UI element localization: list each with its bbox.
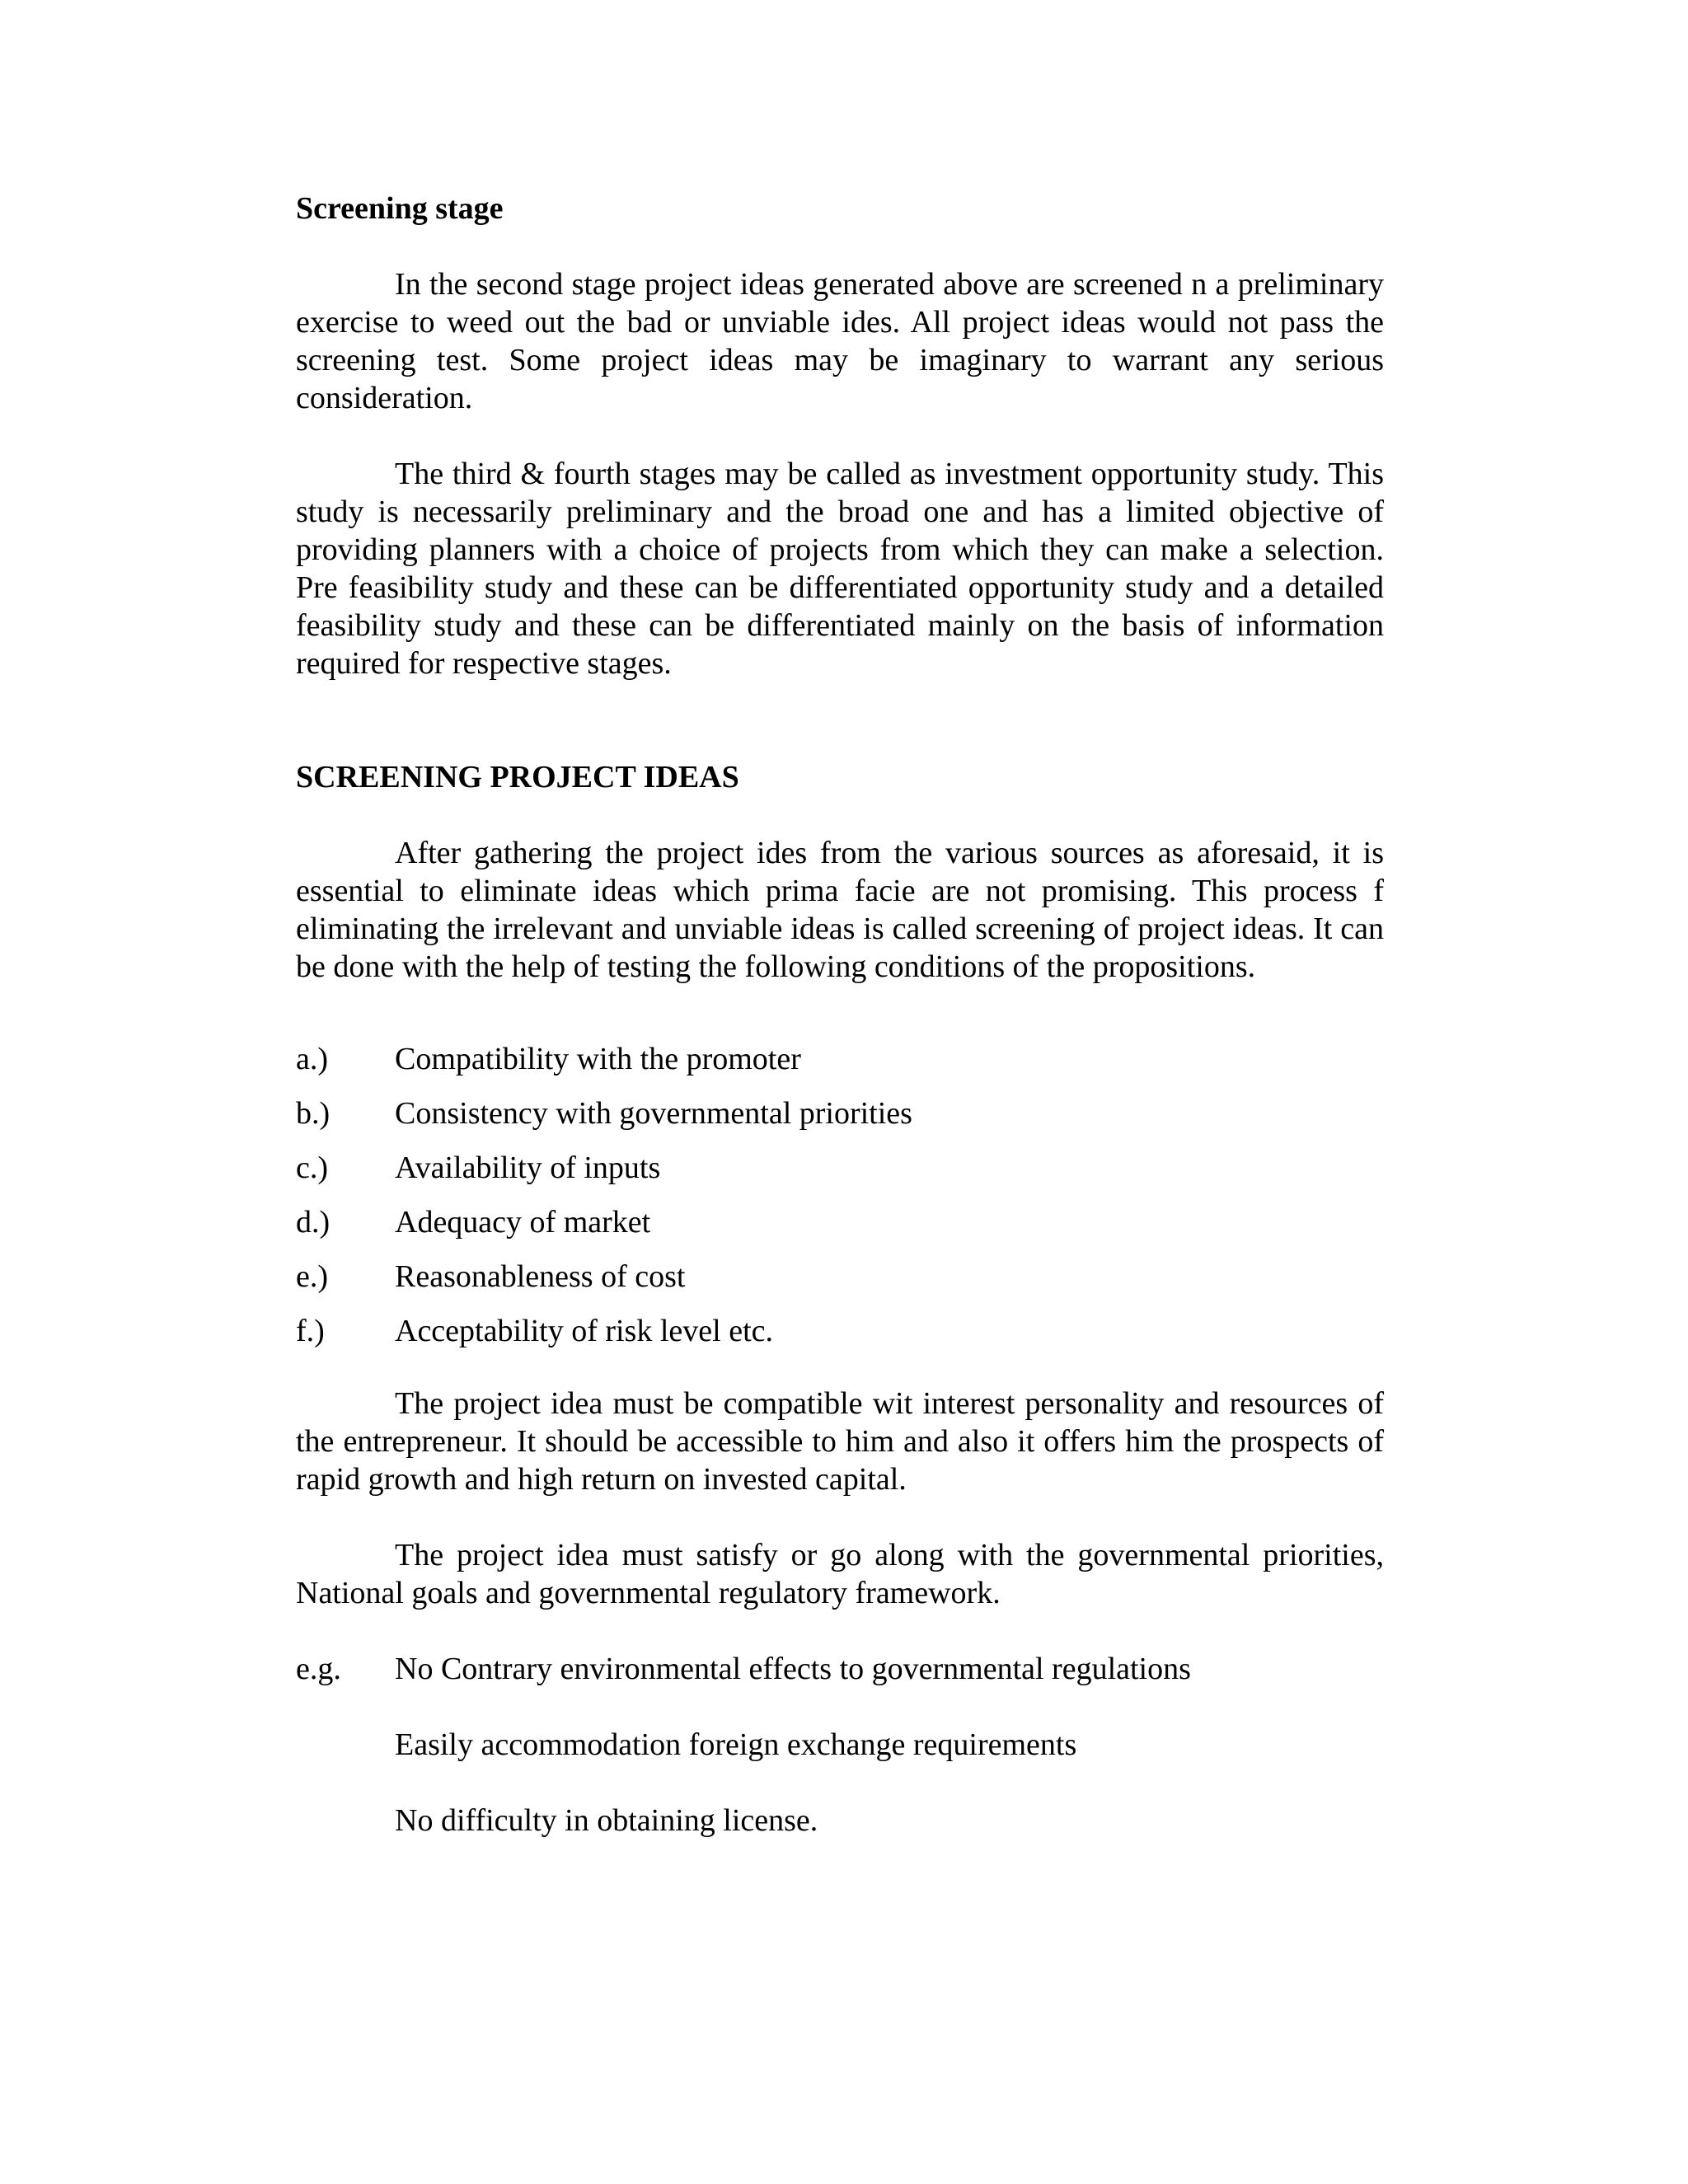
paragraph-second-stage: In the second stage project ideas generated above are screened n a preliminary exercise to weed out the bad or unviable ides. All project ideas would not pass the screening test. Some project ideas may be imaginary to warrant any serious consideration. — [296, 267, 1384, 415]
paragraph-governmental-priorities: The project idea must satisfy or go along with the governmental priorities, National goals and governmental regulatory framework. — [296, 1538, 1384, 1610]
list-marker: f.) — [296, 1314, 325, 1348]
list-item-text: Adequacy of market — [395, 1205, 651, 1240]
list-marker: b.) — [296, 1096, 331, 1131]
list-item-text: Consistency with governmental priorities — [395, 1096, 912, 1131]
spacer — [296, 796, 1384, 834]
list-item — [296, 1149, 1384, 1203]
list-marker: a.) — [296, 1042, 329, 1076]
list-marker: e.) — [296, 1259, 329, 1294]
section-heading-screening-project-ideas: SCREENING PROJECT IDEAS — [296, 760, 739, 794]
spacer — [296, 1612, 1384, 1650]
spacer — [296, 227, 1384, 265]
spacer — [296, 1366, 1384, 1385]
example-row — [296, 1650, 1384, 1688]
list-item-text: Compatibility with the promoter — [395, 1042, 801, 1076]
list-item — [296, 1203, 1384, 1258]
example-line: No Contrary environmental effects to governmental regulations — [395, 1652, 1191, 1686]
list-marker: d.) — [296, 1205, 331, 1240]
example-line: No difficulty in obtaining license. — [395, 1803, 818, 1838]
list-item — [296, 1312, 1384, 1366]
section-heading-screening-stage: Screening stage — [296, 191, 504, 226]
spacer — [296, 417, 1384, 455]
list-item — [296, 1040, 1384, 1094]
paragraph-screening-intro: After gathering the project ides from the various sources as aforesaid, it is essential to eliminate ideas which prima facie are not promising. This process f eliminating the irrelevant and unviable ideas is called screening of project ideas. It can be done with the help of testing the following conditions of the propositions. — [296, 836, 1384, 984]
list-item — [296, 1094, 1384, 1149]
spacer — [296, 1764, 1384, 1802]
list-item-text: Reasonableness of cost — [395, 1259, 686, 1294]
example-line: Easily accommodation foreign exchange requirements — [395, 1727, 1077, 1762]
spacer — [296, 682, 1384, 758]
list-item-text: Acceptability of risk level etc. — [395, 1314, 773, 1348]
spacer — [296, 1688, 1384, 1726]
example-marker: e.g. — [296, 1652, 341, 1686]
list-item — [296, 1258, 1384, 1312]
conditions-list — [296, 1040, 1384, 1366]
paragraph-compatibility: The project idea must be compatible wit interest personality and resources of the entrepreneur. It should be accessible to him and also it offers him the prospects of rapid growth and high return on invested capital. — [296, 1386, 1384, 1497]
list-marker: c.) — [296, 1151, 329, 1185]
document-page — [296, 190, 1384, 1840]
paragraph-third-fourth-stages: The third & fourth stages may be called as investment opportunity study. This study is necessarily preliminary and the broad one and has a limited objective of providing planners with a choice of projects from which they can make a selection. Pre feasibility study and these can be differentiated opportunity study and a detailed feasibility study and these can be differentiated mainly on the basis of information required for respective stages. — [296, 457, 1384, 681]
spacer — [296, 1498, 1384, 1536]
list-item-text: Availability of inputs — [395, 1151, 661, 1185]
spacer — [296, 986, 1384, 1040]
